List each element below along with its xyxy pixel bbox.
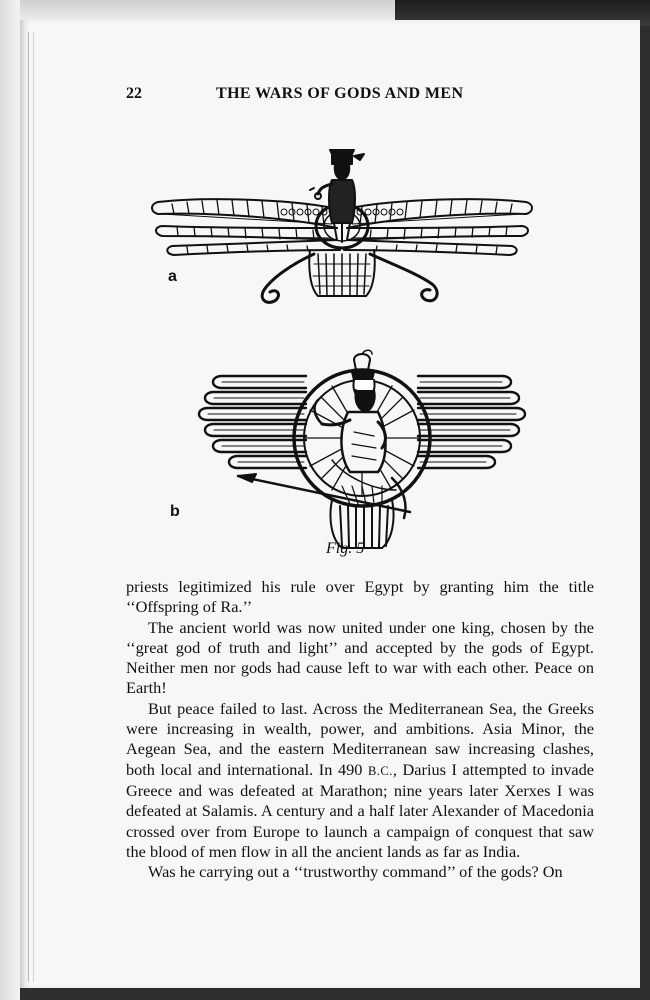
paragraph [126,699,594,862]
scanner-left-edge [0,0,20,1000]
paragraph: The ancient world was now united under one king, chosen by the ‘‘great god of truth and light’’ and accepted by the gods of Egypt. Neither men nor gods had cause left to war with each other. Peace on Earth! [126,617,594,698]
paragraph: priests legitimized his rule over Egypt by granting him the title ‘‘Offspring of Ra.’’ [126,577,594,617]
winged-disc-with-archer-icon [182,340,542,558]
page-header [126,85,596,109]
era-abbreviation: B.C. [367,763,393,778]
figure-label-b: b [170,503,180,520]
paragraph: Was he carrying out a ‘‘trustworthy command’’ of the gods? On [148,862,563,882]
page-edge-line [33,32,34,982]
figure-caption: Fig. 5 [326,540,365,557]
paragraph-text: , Darius I attempted to invade Greece and was defeated at Marathon; nine years later Xerxes I was defeated at Salamis. A century and a half later Alexander of Macedonia crossed over from Europe to launch a campaign of conquest that saw the blood of men flow in all the ancient lands as far as India. [126,759,594,861]
figure-label-a: a [168,268,177,285]
page-edge-line [28,32,29,982]
body-text [126,577,594,882]
page-number: 22 [126,85,142,102]
paragraph-text: But peace failed to last. Across the Mediterranean Sea, the Greeks were increasing in wealth, power, and ambitions. Asia Minor, the Aegean Sea, and the eastern Mediterranean saw increasing clashes, both local and international. In 490 [126,698,594,779]
winged-disc-with-figure-icon [132,128,552,310]
running-head: THE WARS OF GODS AND MEN [216,85,464,102]
